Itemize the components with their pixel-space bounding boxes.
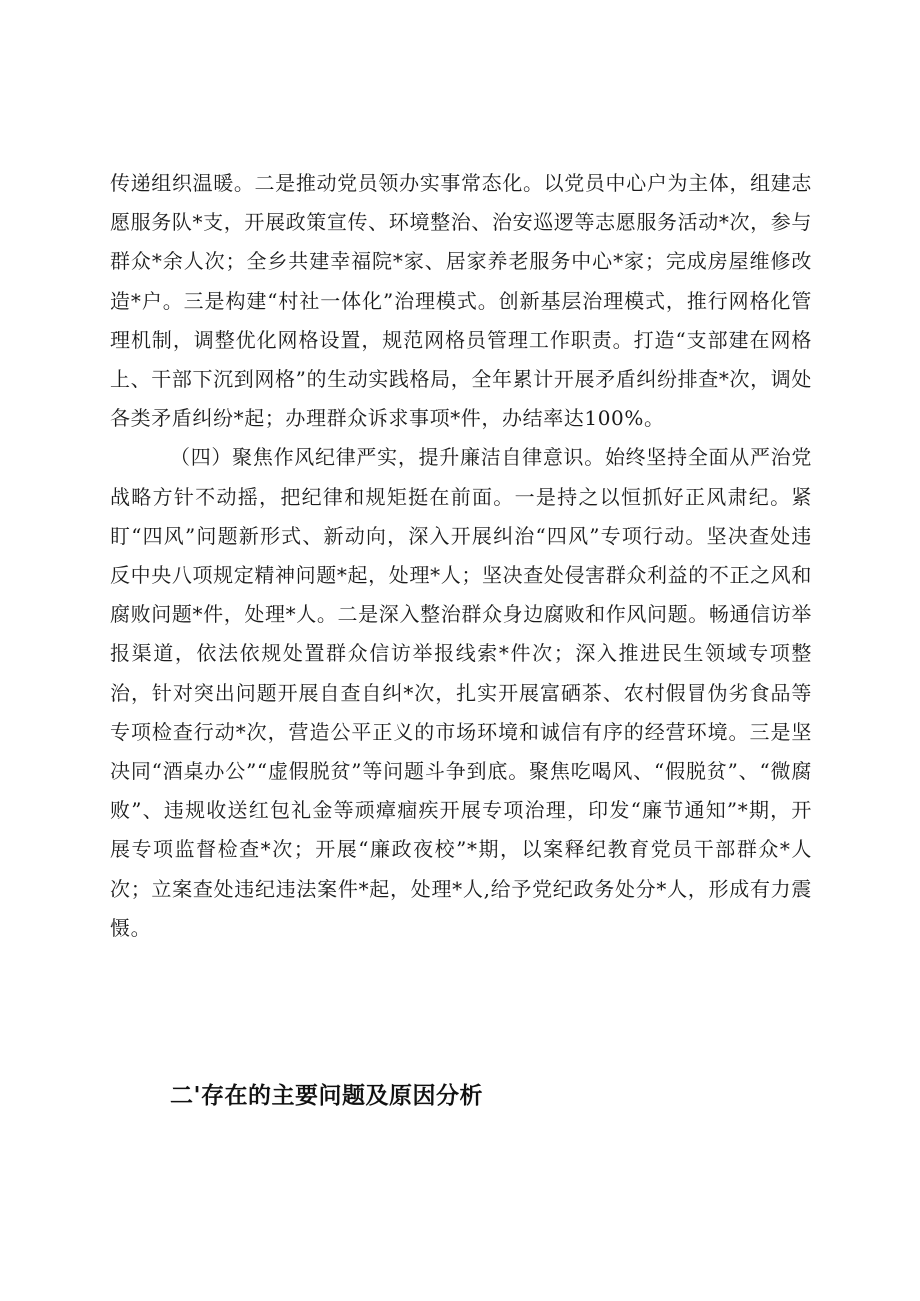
paragraph-section-four: （四）聚焦作风纪律严实，提升廉洁自律意识。始终坚持全面从严治党战略方针不动摇，把纪律和规矩挺在前面。一是持之以恒抓好正风肃纪。紧盯“四风”问题新形式、新动向，深入开展纠治“四风”专项行动。坚决查处违反中央八项规定精神问题*起，处理*人；坚决查处侵害群众利益的不正之风和腐败问题*件，处理*人。二是深入整治群众身边腐败和作风问题。畅通信访举报渠道，依法依规处置群众信访举报线索*件次；深入推进民生领域专项整治，针对突出问题开展自查自纠*次，扎实开展富硒茶、农村假冒伪劣食品等专项检查行动*次，营造公平正义的市场环境和诚信有序的经营环境。三是坚决同“酒桌办公”“虚假脱贫”等问题斗争到底。聚焦吃喝风、“假脱贫”、“微腐败”、违规收送红包礼金等顽瘴痼疾开展专项治理，印发“廉节通知”*期，开展专项监督检查*次；开展“廉政夜校”*期，以案释纪教育党员干部群众*人次；立案查处违纪违法案件*起，处理*人,给予党纪政务处分*人，形成有力震慑。 (110, 445, 812, 940)
section-heading: 二'存在的主要问题及原因分析 (170, 1083, 484, 1109)
document-body (110, 164, 812, 948)
paragraph-continuation: 传递组织温暖。二是推动党员领办实事常态化。以党员中心户为主体，组建志愿服务队*支，开展政策宣传、环境整治、治安巡逻等志愿服务活动*次，参与群众*余人次；全乡共建幸福院*家、居家养老服务中心*家；完成房屋维修改造*户。三是构建“村社一体化”治理模式。创新基层治理模式，推行网格化管理机制，调整优化网格设置，规范网格员管理工作职责。打造“支部建在网格上、干部下沉到网格”的生动实践格局，全年累计开展矛盾纠纷排查*次，调处各类矛盾纠纷*起；办理群众诉求事项*件，办结率达100%。 (110, 171, 812, 431)
